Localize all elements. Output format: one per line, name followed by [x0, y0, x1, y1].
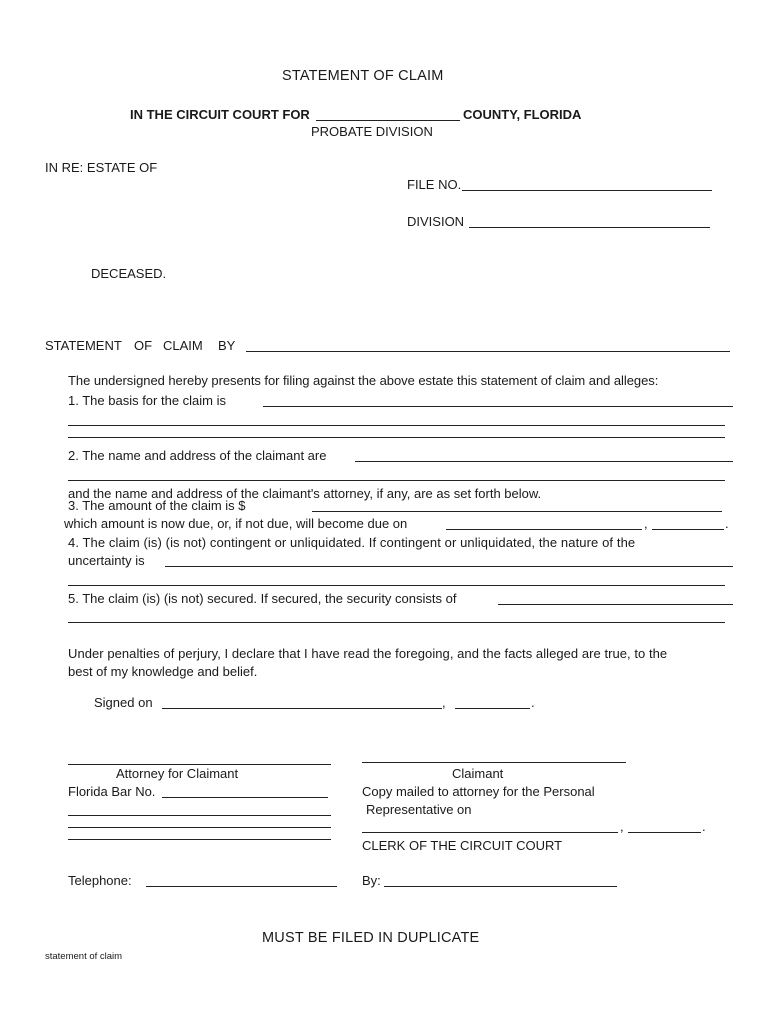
due-comma: ,	[644, 516, 648, 531]
intro-text: The undersigned hereby presents for filing against the above estate this statement of claim and alleges:	[68, 373, 659, 388]
clerk-label: CLERK OF THE CIRCUIT COURT	[362, 838, 563, 853]
by-blank[interactable]	[384, 886, 617, 887]
attorney-for-claimant-label: Attorney for Claimant	[116, 766, 239, 781]
representative-on-text: Representative on	[366, 802, 472, 817]
claim-by-word-by: BY	[218, 338, 236, 353]
form-name-footer: statement of claim	[45, 951, 123, 962]
item1-label: 1. The basis for the claim is	[68, 393, 226, 408]
item3-due-text: which amount is now due, or, if not due, will become due on	[64, 516, 408, 531]
attorney-signature-line[interactable]	[68, 764, 331, 765]
copy-mailed-text: Copy mailed to attorney for the Personal	[362, 784, 595, 799]
signed-on-period: .	[531, 695, 535, 710]
attorney-address-line1[interactable]	[68, 815, 331, 816]
telephone-label: Telephone:	[68, 873, 132, 888]
must-be-filed-notice: MUST BE FILED IN DUPLICATE	[262, 930, 480, 946]
court-label: IN THE CIRCUIT COURT FOR	[130, 107, 310, 122]
copy-mailed-period: .	[702, 819, 706, 834]
perjury-text: Under penalties of perjury, I declare that I have read the foregoing, and the facts alleged are true, to the	[68, 646, 668, 661]
claimant-label: Claimant	[452, 766, 504, 781]
item4-blank[interactable]	[165, 566, 733, 567]
telephone-blank[interactable]	[146, 886, 337, 887]
item2-label: 2. The name and address of the claimant are	[68, 448, 327, 463]
copy-mailed-year-blank[interactable]	[628, 832, 701, 833]
file-no-blank[interactable]	[462, 190, 712, 191]
claim-by-word-statement: STATEMENT	[45, 338, 122, 353]
claimant-signature-line[interactable]	[362, 762, 626, 763]
due-date-blank[interactable]	[446, 529, 642, 530]
item5-blank-line2[interactable]	[68, 622, 725, 623]
attorney-address-line3[interactable]	[68, 839, 331, 840]
item1-blank-line3[interactable]	[68, 437, 725, 438]
item4-text: 4. The claim (is) (is not) contingent or unliquidated. If contingent or unliquidated, the nature of the	[68, 535, 636, 550]
due-period: .	[725, 516, 729, 531]
florida-bar-blank[interactable]	[162, 797, 328, 798]
item3-label: 3. The amount of the claim is $	[68, 498, 246, 513]
division-blank[interactable]	[469, 227, 710, 228]
item1-blank[interactable]	[263, 406, 733, 407]
due-year-blank[interactable]	[652, 529, 724, 530]
item2-blank[interactable]	[355, 461, 733, 462]
item4-blank-line2[interactable]	[68, 585, 725, 586]
claim-by-word-of: OF	[134, 338, 153, 353]
copy-mailed-date-blank[interactable]	[362, 832, 618, 833]
item4-uncertainty-label: uncertainty is	[68, 553, 145, 568]
signed-on-comma: ,	[442, 695, 446, 710]
file-no-label: FILE NO.	[407, 177, 462, 192]
attorney-text: and the name and address of the claimant's attorney, if any, are as set forth below.	[68, 486, 542, 501]
county-florida-label: COUNTY, FLORIDA	[463, 107, 582, 122]
signed-on-label: Signed on	[94, 695, 153, 710]
item2-blank-line2[interactable]	[68, 480, 725, 481]
division-label: DIVISION	[407, 214, 465, 229]
in-re-label: IN RE: ESTATE OF	[45, 160, 158, 175]
copy-mailed-comma: ,	[620, 819, 624, 834]
deceased-label: DECEASED.	[91, 266, 167, 281]
florida-bar-label: Florida Bar No.	[68, 784, 156, 799]
item5-label: 5. The claim (is) (is not) secured. If secured, the security consists of	[68, 591, 457, 606]
signed-on-year-blank[interactable]	[455, 708, 530, 709]
probate-division-label: PROBATE DIVISION	[311, 124, 433, 139]
claim-by-word-claim: CLAIM	[163, 338, 203, 353]
signed-on-date-blank[interactable]	[162, 708, 442, 709]
document-title: STATEMENT OF CLAIM	[282, 68, 444, 84]
by-label: By:	[362, 873, 381, 888]
county-blank[interactable]	[316, 120, 460, 121]
claim-by-blank[interactable]	[246, 351, 730, 352]
perjury-text-line2: best of my knowledge and belief.	[68, 664, 258, 679]
item3-amount-blank[interactable]	[312, 511, 722, 512]
item5-blank[interactable]	[498, 604, 733, 605]
attorney-address-line2[interactable]	[68, 827, 331, 828]
item1-blank-line2[interactable]	[68, 425, 725, 426]
